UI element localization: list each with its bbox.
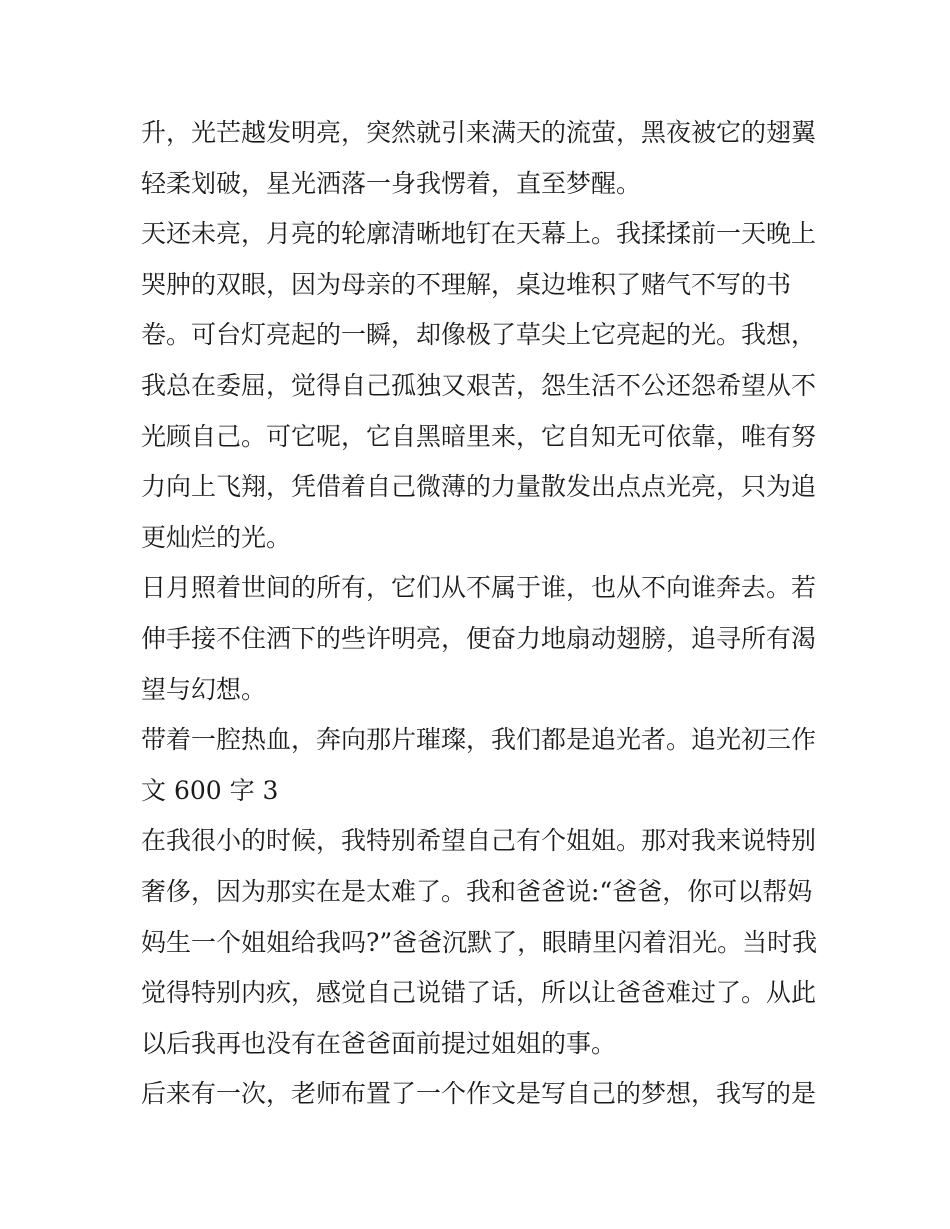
text-line: 我总在委屈，觉得自己孤独又艰苦，怨生活不公还怨希望从不 xyxy=(141,370,817,400)
text-line: 光顾自己。可它呢，它自黑暗里来，它自知无可依靠，唯有努 xyxy=(141,421,817,451)
text-line: 望与幻想。 xyxy=(141,674,267,704)
text-line: 妈生一个姐姐给我吗?”爸爸沉默了，眼睛里闪着泪光。当时我 xyxy=(141,927,818,957)
text-line: 日月照着世间的所有，它们从不属于谁，也从不向谁奔去。若 xyxy=(141,573,817,603)
text-line: 卷。可台灯亮起的一瞬，却像极了草尖上它亮起的光。我想， xyxy=(141,320,817,350)
text-line: 后来有一次，老师布置了一个作文是写自己的梦想，我写的是 xyxy=(141,1079,817,1109)
body-text xyxy=(141,108,821,1120)
text-line: 觉得特别内疚，感觉自己说错了话，所以让爸爸难过了。从此 xyxy=(141,978,817,1008)
text-line: 伸手接不住洒下的些许明亮，便奋力地扇动翅膀，追寻所有渴 xyxy=(141,623,817,653)
text-line: 更灿烂的光。 xyxy=(141,522,292,552)
text-line: 哭肿的双眼，因为母亲的不理解，桌边堆积了赌气不写的书 xyxy=(141,269,792,299)
text-line: 升，光芒越发明亮，突然就引来满天的流萤，黑夜被它的翅翼 xyxy=(141,118,817,147)
text-line: 文 600 字 3 xyxy=(141,775,279,805)
text-line: 轻柔划破，星光洒落一身我愣着，直至梦醒。 xyxy=(141,168,642,198)
text-line: 天还未亮，月亮的轮廓清晰地钉在天幕上。我揉揉前一天晚上 xyxy=(141,219,817,249)
text-line: 在我很小的时候，我特别希望自己有个姐姐。那对我来说特别 xyxy=(141,826,817,856)
text-line: 以后我再也没有在爸爸面前提过姐姐的事。 xyxy=(141,1028,617,1058)
text-line: 带着一腔热血，奔向那片璀璨，我们都是追光者。追光初三作 xyxy=(141,725,817,755)
text-line: 奢侈，因为那实在是太难了。我和爸爸说:“爸爸，你可以帮妈 xyxy=(141,876,813,906)
text-line: 力向上飞翔，凭借着自己微薄的力量散发出点点光亮，只为追 xyxy=(141,472,817,502)
